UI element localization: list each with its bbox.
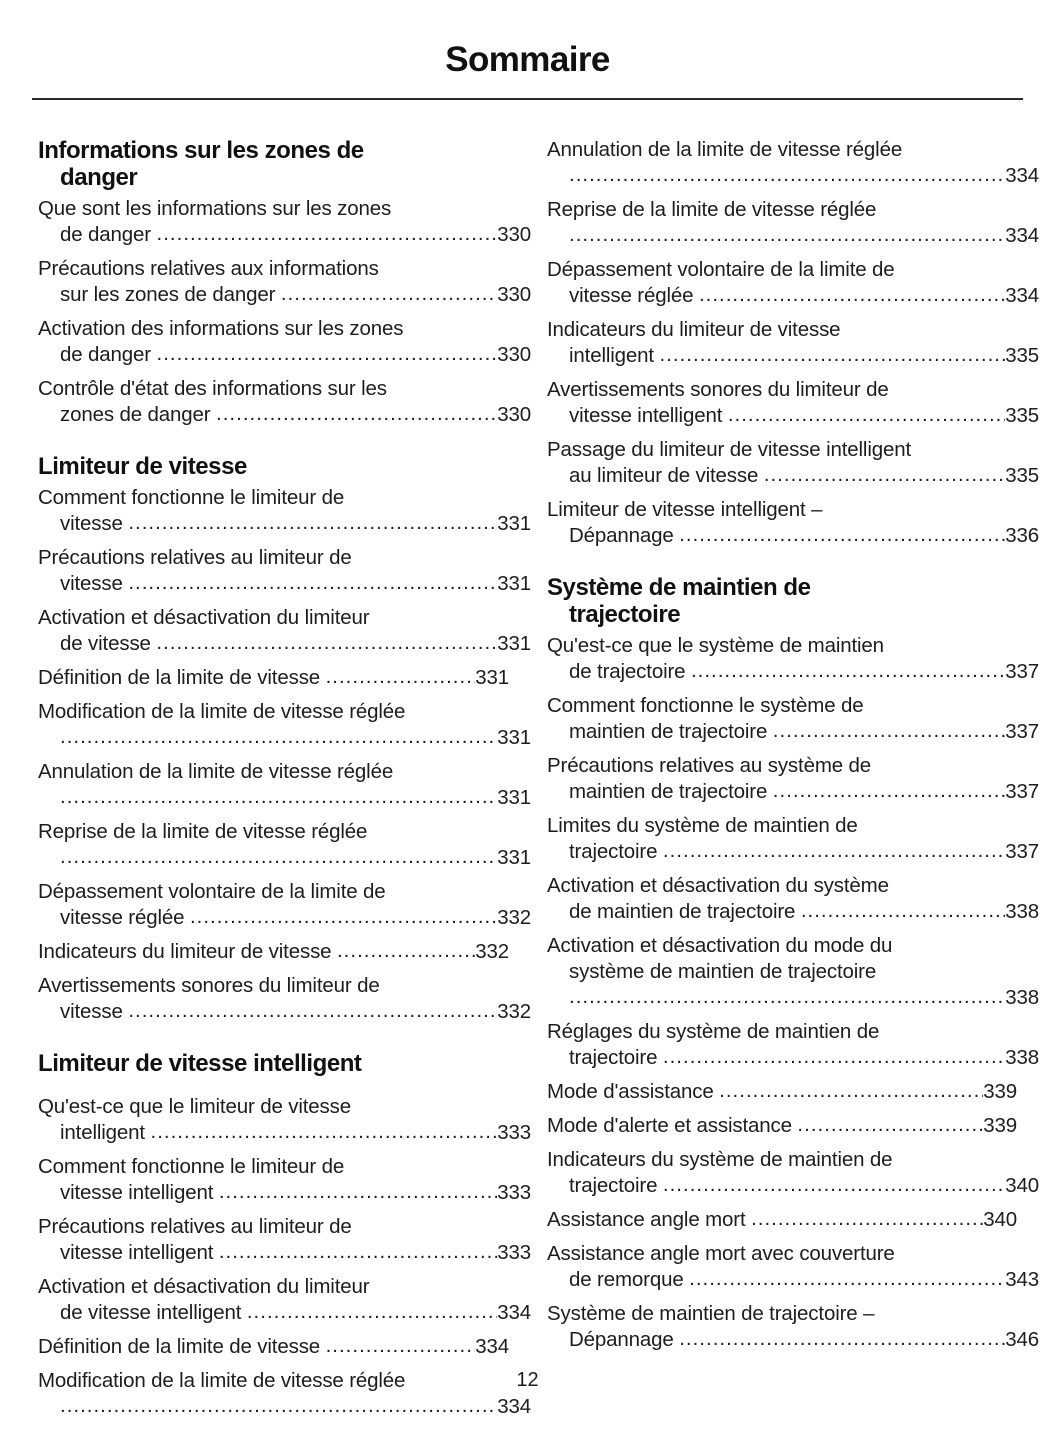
toc-entry-page-number: 340 — [983, 1208, 1017, 1232]
dot-leader — [660, 342, 1006, 368]
toc-entry-page-number: 338 — [1005, 900, 1039, 924]
toc-entry[interactable] — [547, 1207, 1017, 1233]
toc-entry-leader-row — [38, 665, 509, 691]
dot-leader — [689, 1266, 1005, 1292]
toc-entry-title-line: Précautions relatives au limiteur de — [38, 546, 352, 570]
toc-entry-page-number: 334 — [475, 1335, 509, 1359]
toc-entry-title-line: Système de maintien de trajectoire – — [547, 1302, 875, 1326]
toc-entry-title-line: vitesse intelligent — [60, 1241, 219, 1265]
toc-entry-leader-row — [38, 631, 531, 657]
toc-entry-page-number: 332 — [497, 1000, 531, 1024]
dot-leader — [128, 998, 497, 1024]
dot-leader — [691, 658, 1005, 684]
toc-entry-leader-row — [38, 1334, 509, 1360]
toc-entry-leader-row — [38, 1394, 531, 1420]
toc-entry-title-line: Activation et désactivation du limiteur — [38, 606, 370, 630]
toc-entry-title-line: Mode d'alerte et assistance — [547, 1114, 798, 1138]
dot-leader — [128, 570, 497, 596]
toc-entry-leader-row — [547, 985, 1039, 1011]
toc-entry-title-line: de danger — [60, 343, 157, 367]
toc-entry[interactable] — [547, 197, 1039, 249]
toc-entry-leader-row — [38, 282, 531, 308]
toc-entry[interactable] — [38, 256, 531, 308]
toc-entry-leader-row — [38, 905, 531, 931]
dot-leader — [569, 162, 1005, 188]
toc-entry[interactable] — [547, 873, 1039, 925]
toc-entry[interactable] — [38, 1094, 531, 1146]
toc-entry-leader-row — [547, 523, 1039, 549]
dot-leader — [728, 402, 1005, 428]
toc-entry[interactable] — [38, 485, 531, 537]
toc-entry[interactable] — [38, 316, 531, 368]
toc-entry-title-line: Définition de la limite de vitesse — [38, 666, 326, 690]
toc-entry-page-number: 334 — [1005, 224, 1039, 247]
toc-section-heading-line: Limiteur de vitesse intelligent — [38, 1050, 362, 1078]
toc-section-heading-line: danger — [60, 164, 138, 192]
toc-section-heading-line: Système de maintien de — [547, 574, 811, 601]
toc-entry-page-number: 330 — [497, 403, 531, 427]
toc-entry-page-number: 337 — [1005, 840, 1039, 864]
toc-section-heading — [547, 574, 1017, 628]
toc-entry-title-line: trajectoire — [569, 840, 663, 864]
dot-leader — [60, 724, 497, 750]
toc-section — [547, 574, 1039, 1353]
toc-entry[interactable] — [547, 1147, 1039, 1199]
toc-entry-leader-row — [547, 1079, 1017, 1105]
toc-entry-leader-row — [38, 725, 531, 751]
toc-entry-title-line: Précautions relatives au limiteur de — [38, 1215, 352, 1239]
toc-entry-title-line: vitesse intelligent — [569, 404, 728, 427]
dot-leader — [663, 1172, 1005, 1198]
dot-leader — [157, 221, 498, 247]
toc-entry-title-line: intelligent — [60, 1121, 151, 1145]
toc-entry-leader-row — [547, 659, 1039, 685]
toc-entry[interactable] — [38, 605, 531, 657]
toc-entry[interactable] — [547, 1241, 1039, 1293]
toc-entry-title-line: vitesse réglée — [60, 906, 190, 930]
toc-entry-title-line: Limites du système de maintien de — [547, 814, 858, 838]
toc-entry[interactable] — [38, 973, 531, 1025]
toc-entry[interactable] — [547, 497, 1039, 549]
toc-entry-leader-row — [547, 1045, 1039, 1071]
toc-entry-title-line: Qu'est-ce que le limiteur de vitesse — [38, 1095, 351, 1119]
toc-entry[interactable] — [38, 699, 531, 751]
toc-entry-page-number: 331 — [475, 666, 509, 690]
toc-entry-page-number: 336 — [1005, 524, 1039, 547]
toc-entry[interactable] — [38, 665, 509, 691]
toc-entry-title-line: Précautions relatives aux informations — [38, 257, 379, 281]
toc-entry[interactable] — [38, 1154, 531, 1206]
toc-entry-title-line: vitesse — [60, 1000, 129, 1024]
toc-entry-leader-row — [38, 571, 531, 597]
toc-entry-leader-row — [547, 1207, 1017, 1233]
toc-entry-title-line: au limiteur de vitesse — [569, 464, 764, 487]
toc-entry-title-line: trajectoire — [569, 1174, 663, 1198]
toc-entry-leader-row — [547, 1267, 1039, 1293]
toc-entry-title-line: Dépassement volontaire de la limite de — [547, 258, 895, 281]
toc-entry-page-number: 340 — [1005, 1174, 1039, 1198]
toc-entry-page-number: 335 — [1005, 404, 1039, 427]
toc-entry-title-line: vitesse réglée — [569, 284, 699, 307]
toc-entry[interactable] — [38, 1334, 509, 1360]
dot-leader — [326, 1333, 476, 1359]
toc-entry-page-number: 343 — [1005, 1268, 1039, 1292]
toc-entry-page-number: 333 — [497, 1181, 531, 1205]
toc-entry[interactable] — [547, 753, 1039, 805]
toc-entry-leader-row — [547, 899, 1039, 925]
dot-leader — [751, 1206, 983, 1232]
dot-leader — [156, 630, 497, 656]
toc-entry-title-line: intelligent — [569, 344, 660, 367]
toc-entry[interactable] — [547, 137, 1039, 189]
dot-leader — [679, 1326, 1005, 1352]
toc-entry-leader-row — [38, 939, 509, 965]
toc-section — [547, 137, 1039, 549]
dot-leader — [60, 844, 497, 870]
toc-entry-title-line: maintien de trajectoire — [569, 720, 773, 744]
dot-leader — [719, 1078, 983, 1104]
toc-entry[interactable] — [547, 633, 1039, 685]
dot-leader — [157, 341, 498, 367]
toc-entry-title-line: zones de danger — [60, 403, 217, 427]
toc-entry-title-line: de vitesse — [60, 632, 157, 656]
toc-entry-title-line: de remorque — [569, 1268, 690, 1292]
toc-entry-title-line: Activation et désactivation du mode du — [547, 934, 893, 958]
toc-entry[interactable] — [547, 377, 1039, 429]
toc-entry-title-line: Avertissements sonores du limiteur de — [38, 974, 380, 998]
toc-entry-title-line: trajectoire — [569, 1046, 663, 1070]
toc-entry-page-number: 339 — [983, 1080, 1017, 1104]
toc-entry-leader-row — [547, 779, 1039, 805]
toc-entry[interactable] — [547, 813, 1039, 865]
toc-entry-page-number: 333 — [497, 1241, 531, 1265]
toc-entry-page-number: 332 — [497, 906, 531, 930]
toc-entry-title-line: Indicateurs du limiteur de vitesse — [547, 318, 841, 341]
dot-leader — [216, 401, 497, 427]
toc-entry-title-line: Activation et désactivation du limiteur — [38, 1275, 370, 1299]
toc-entry[interactable] — [38, 759, 531, 811]
toc-entry-page-number: 333 — [497, 1121, 531, 1145]
dot-leader — [569, 222, 1005, 248]
toc-entry-title-line: Annulation de la limite de vitesse réglée — [38, 760, 394, 784]
dot-leader — [663, 838, 1005, 864]
toc-entry-leader-row — [547, 1173, 1039, 1199]
toc-entry[interactable] — [547, 437, 1039, 489]
toc-entry-title-line: Reprise de la limite de vitesse réglée — [38, 820, 368, 844]
dot-leader — [679, 522, 1005, 548]
toc-entry-title-line: Limiteur de vitesse intelligent – — [547, 498, 823, 521]
toc-entry-title-line: Précautions relatives au système de — [547, 754, 872, 778]
toc-section-heading-line: Informations sur les zones de — [38, 137, 364, 164]
toc-entry-leader-row — [38, 1120, 531, 1146]
toc-entry-title-line: vitesse intelligent — [60, 1181, 219, 1205]
page-title: Sommaire — [445, 40, 610, 79]
toc-entry-page-number: 331 — [497, 632, 531, 656]
toc-entry-list — [547, 633, 1039, 1353]
dot-leader — [60, 1393, 497, 1419]
toc-entry-title-line: Définition de la limite de vitesse — [38, 1335, 326, 1359]
toc-entry[interactable] — [547, 933, 1039, 1011]
toc-entry[interactable] — [38, 819, 531, 871]
toc-columns — [0, 137, 1055, 1420]
toc-entry-page-number: 331 — [497, 786, 531, 810]
toc-entry-leader-row — [547, 343, 1039, 369]
toc-entry-title-line: de maintien de trajectoire — [569, 900, 801, 924]
toc-entry-page-number: 335 — [1005, 344, 1039, 367]
toc-entry-title-line: Comment fonctionne le système de — [547, 694, 864, 718]
toc-entry-title-line: Indicateurs du limiteur de vitesse — [38, 940, 337, 964]
toc-entry[interactable] — [547, 257, 1039, 309]
toc-entry-page-number: 332 — [475, 940, 509, 964]
dot-leader — [337, 938, 475, 964]
toc-entry[interactable] — [547, 1019, 1039, 1071]
toc-entry-title-line: Assistance angle mort — [547, 1208, 752, 1232]
dot-leader — [128, 510, 497, 536]
toc-entry-leader-row — [38, 342, 531, 368]
dot-leader — [773, 778, 1005, 804]
toc-column-right — [547, 137, 1039, 1353]
toc-entry-title-line: Indicateurs du système de maintien de — [547, 1148, 893, 1172]
toc-entry-page-number: 338 — [1005, 986, 1039, 1010]
toc-entry-title-line: Qu'est-ce que le système de maintien — [547, 634, 884, 658]
dot-leader — [219, 1179, 497, 1205]
toc-entry-leader-row — [547, 1327, 1039, 1353]
toc-entry[interactable] — [38, 545, 531, 597]
toc-entry-title-line: Avertissements sonores du limiteur de — [547, 378, 889, 401]
toc-entry-title-line: de danger — [60, 223, 157, 247]
toc-entry-title-line: Comment fonctionne le limiteur de — [38, 486, 345, 510]
header-divider — [32, 98, 1023, 100]
toc-entry-title-line: Réglages du système de maintien de — [547, 1020, 880, 1044]
toc-entry-leader-row — [547, 283, 1039, 309]
toc-section-heading — [38, 453, 509, 480]
toc-entry-leader-row — [547, 839, 1039, 865]
dot-leader — [190, 904, 497, 930]
toc-entry-list — [547, 137, 1039, 549]
toc-section-heading-line: trajectoire — [569, 601, 681, 629]
toc-entry-page-number: 331 — [497, 512, 531, 536]
dot-leader — [801, 898, 1005, 924]
toc-entry-title-line: Passage du limiteur de vitesse intelligent — [547, 438, 912, 461]
toc-entry[interactable] — [547, 317, 1039, 369]
toc-entry-title-line: Modification de la limite de vitesse réglée — [38, 1369, 406, 1393]
dot-leader — [60, 784, 497, 810]
toc-entry-title-line: système de maintien de trajectoire — [569, 960, 877, 984]
toc-entry-title-line: Activation et désactivation du système — [547, 874, 889, 898]
dot-leader — [797, 1112, 983, 1138]
page-number: 12 — [516, 1369, 539, 1391]
toc-entry-leader-row — [547, 1113, 1017, 1139]
toc-entry-leader-row — [38, 402, 531, 428]
dot-leader — [247, 1299, 497, 1325]
toc-entry-title-line: de trajectoire — [569, 660, 691, 684]
dot-leader — [764, 462, 1005, 488]
toc-entry-page-number: 334 — [1005, 164, 1039, 187]
toc-entry-leader-row — [547, 163, 1039, 189]
dot-leader — [326, 664, 476, 690]
toc-entry[interactable] — [38, 879, 531, 931]
toc-entry[interactable] — [547, 693, 1039, 745]
toc-entry-page-number: 331 — [497, 726, 531, 750]
toc-entry-title-line: de vitesse intelligent — [60, 1301, 247, 1325]
dot-leader — [219, 1239, 497, 1265]
dot-leader — [773, 718, 1005, 744]
toc-entry-leader-row — [38, 785, 531, 811]
toc-entry-title-line: sur les zones de danger — [60, 283, 281, 307]
toc-entry-leader-row — [547, 719, 1039, 745]
toc-entry[interactable] — [38, 376, 531, 428]
dot-leader — [569, 984, 1005, 1010]
toc-section — [38, 453, 531, 1025]
toc-entry-page-number: 346 — [1005, 1328, 1039, 1352]
toc-entry-page-number: 330 — [497, 283, 531, 307]
toc-entry-title-line: Assistance angle mort avec couverture — [547, 1242, 895, 1266]
toc-entry-title-line: Dépannage — [569, 1328, 680, 1352]
toc-entry-leader-row — [38, 845, 531, 871]
toc-entry-page-number: 337 — [1005, 780, 1039, 804]
toc-entry-title-line: Comment fonctionne le limiteur de — [38, 1155, 345, 1179]
toc-entry-title-line: Que sont les informations sur les zones — [38, 197, 392, 221]
toc-entry-page-number: 335 — [1005, 464, 1039, 487]
toc-entry-title-line: maintien de trajectoire — [569, 780, 773, 804]
dot-leader — [151, 1119, 498, 1145]
toc-entry[interactable] — [38, 196, 531, 248]
toc-entry-title-line: Modification de la limite de vitesse réglée — [38, 700, 406, 724]
toc-section-heading — [38, 1050, 509, 1077]
toc-entry-title-line: Contrôle d'état des informations sur les — [38, 377, 387, 401]
toc-entry-title-line: Mode d'assistance — [547, 1080, 720, 1104]
toc-entry[interactable] — [38, 1274, 531, 1326]
toc-entry-list — [38, 196, 531, 428]
toc-entry-title-line: Annulation de la limite de vitesse réglée — [547, 138, 903, 161]
toc-entry[interactable] — [547, 1301, 1039, 1353]
toc-entry-page-number: 338 — [1005, 1046, 1039, 1070]
toc-entry-page-number: 334 — [1005, 284, 1039, 307]
page-header — [0, 0, 1055, 79]
toc-entry-title-line: Dépannage — [569, 524, 680, 547]
toc-entry-page-number: 337 — [1005, 660, 1039, 684]
toc-entry-leader-row — [38, 1180, 531, 1206]
toc-entry-page-number: 334 — [497, 1301, 531, 1325]
dot-leader — [663, 1044, 1005, 1070]
toc-entry[interactable] — [38, 939, 509, 965]
toc-entry-page-number: 334 — [497, 1395, 531, 1419]
toc-entry-list — [38, 485, 531, 1025]
toc-entry-title-line: vitesse — [60, 572, 129, 596]
toc-entry-page-number: 330 — [497, 343, 531, 367]
toc-entry[interactable] — [38, 1214, 531, 1266]
toc-entry-leader-row — [38, 1300, 531, 1326]
toc-entry-page-number: 331 — [497, 572, 531, 596]
toc-entry-title-line: Dépassement volontaire de la limite de — [38, 880, 386, 904]
toc-entry-leader-row — [38, 1240, 531, 1266]
toc-section-heading-line: Limiteur de vitesse — [38, 453, 247, 481]
toc-entry-leader-row — [547, 463, 1039, 489]
toc-entry[interactable] — [547, 1079, 1017, 1105]
page-footer — [0, 1369, 1055, 1392]
toc-entry-page-number: 337 — [1005, 720, 1039, 744]
toc-entry-title-line: vitesse — [60, 512, 129, 536]
toc-entry-leader-row — [547, 223, 1039, 249]
toc-section-heading — [38, 137, 509, 191]
toc-entry-leader-row — [38, 999, 531, 1025]
toc-entry-page-number: 331 — [497, 846, 531, 870]
toc-entry-page-number: 330 — [497, 223, 531, 247]
dot-leader — [281, 281, 497, 307]
dot-leader — [699, 282, 1005, 308]
toc-entry[interactable] — [547, 1113, 1017, 1139]
toc-entry-leader-row — [38, 511, 531, 537]
toc-entry-leader-row — [38, 222, 531, 248]
toc-entry-page-number: 339 — [983, 1114, 1017, 1138]
toc-entry-leader-row — [547, 403, 1039, 429]
toc-section — [38, 137, 531, 428]
toc-entry-title-line: Reprise de la limite de vitesse réglée — [547, 198, 877, 221]
toc-entry-title-line: Activation des informations sur les zones — [38, 317, 404, 341]
